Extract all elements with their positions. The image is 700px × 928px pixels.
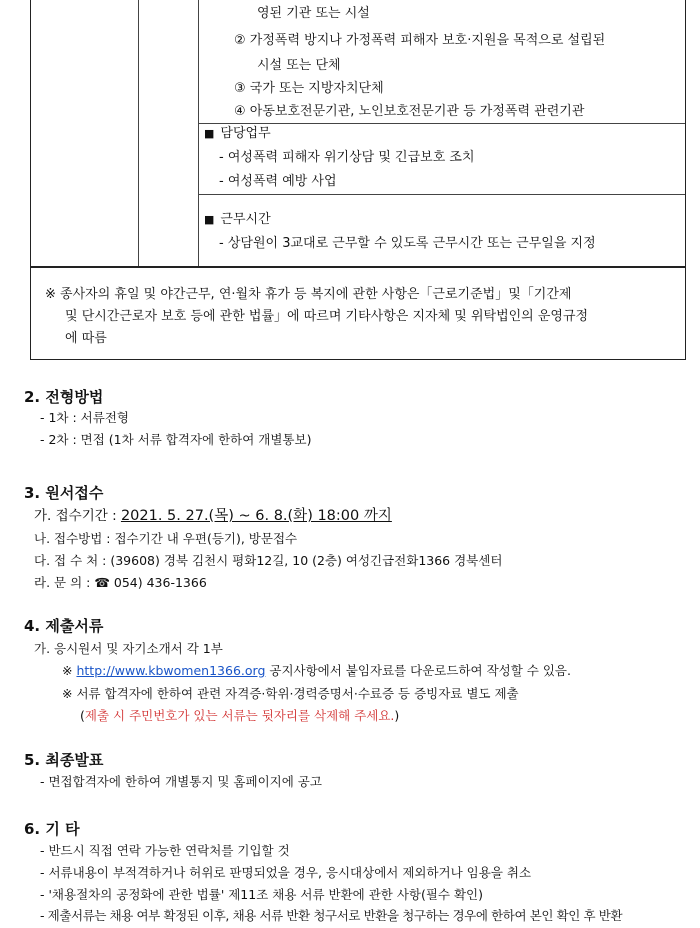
facility-line: ④ 아동보호전문기관, 노인보호전문기관 등 가정폭력 관련기관 (234, 104, 585, 119)
homepage-link[interactable]: http://www.kbwomen1366.org (76, 663, 266, 678)
s2-item: - 1차 : 서류전형 (40, 410, 129, 425)
s6-item: - 서류내용이 부적격하거나 허위로 판명되었을 경우, 응시대상에서 제외하거나 임용을 취소 (40, 865, 532, 880)
s3-phone-label: 라. 문 의 : (34, 575, 91, 590)
s4-note-1-text: 공지사항에서 붙임자료를 다운로드하여 작성할 수 있음. (269, 663, 571, 678)
facility-line: 시설 또는 단체 (257, 58, 341, 73)
s3-phone-number: 054) 436-1366 (113, 575, 207, 590)
table-note-divider (31, 266, 685, 268)
hours-item: - 상담원이 3교대로 근무할 수 있도록 근무시간 또는 근무일을 지정 (219, 236, 596, 251)
s4-note-2: ※ 서류 합격자에 한하여 관련 자격증·학위·경력증명서·수료증 등 증빙자료 별도 제출 (62, 686, 519, 701)
s4-item: 가. 응시원서 및 자기소개서 각 1부 (34, 641, 223, 656)
s3-period-label: 가. 접수기간 : (34, 508, 117, 524)
phone-icon: ☎ (94, 575, 110, 590)
s4-note-3 (80, 707, 399, 725)
facility-line: ② 가정폭력 방지나 가정폭력 피해자 보호·지원을 목적으로 설립된 (234, 33, 606, 48)
section-4-title: 4. 제출서류 (24, 617, 104, 635)
s4-warning-text: 제출 시 주민번호가 있는 서류는 뒷자리를 삭제해 주세요. (84, 708, 395, 723)
s3-address: 다. 접 수 처 : (39608) 경북 김천시 평화12길, 10 (2층) 여성긴급전화1366 경북센터 (34, 553, 503, 568)
s3-phone (34, 574, 207, 592)
facility-line: 영된 기관 또는 시설 (257, 6, 370, 21)
square-bullet-icon: ■ (204, 127, 215, 140)
section-3-title: 3. 원서접수 (24, 484, 104, 502)
job-table (30, 0, 686, 360)
section-5-title: 5. 최종발표 (24, 751, 104, 769)
table-note-line: 에 따름 (65, 331, 107, 346)
table-row-divider-1 (198, 123, 685, 124)
hours-heading: ■ 근무시간 (204, 212, 271, 227)
s6-item: - 제출서류는 채용 여부 확정된 이후, 채용 서류 반환 청구서로 반환을 청구하는 경우에 한하여 본인 확인 후 반환 (40, 908, 623, 923)
paren-close: ) (394, 708, 400, 723)
s5-item: - 면접합격자에 한하여 개별통지 및 홈페이지에 공고 (40, 774, 322, 789)
s6-item: - '채용절차의 공정화에 관한 법률' 제11조 채용 서류 반환에 관한 사항(필수 확인) (40, 887, 484, 902)
s2-item: - 2차 : 면접 (1차 서류 합격자에 한하여 개별통보) (40, 432, 312, 447)
table-col-divider-1 (138, 0, 139, 266)
s6-item: - 반드시 직접 연락 가능한 연락처를 기입할 것 (40, 843, 290, 858)
s3-period-value: 2021. 5. 27.(목) ~ 6. 8.(화) 18:00 까지 (120, 508, 392, 524)
paren-open: ( (80, 708, 85, 723)
section-6-title: 6. 기 타 (24, 820, 80, 838)
s3-method: 나. 접수방법 : 접수기간 내 우편(등기), 방문접수 (34, 531, 298, 546)
duty-item: - 여성폭력 예방 사업 (219, 174, 337, 189)
s3-period (34, 507, 392, 525)
duties-heading: ■ 담당업무 (204, 126, 271, 141)
note-mark: ※ (62, 663, 73, 678)
duty-item: - 여성폭력 피해자 위기상담 및 긴급보호 조치 (219, 150, 475, 165)
table-row-divider-2 (198, 194, 685, 195)
facility-line: ③ 국가 또는 지방자치단체 (234, 81, 384, 96)
square-bullet-icon: ■ (204, 213, 215, 226)
s4-note-1 (62, 662, 571, 680)
section-2-title: 2. 전형방법 (24, 388, 104, 406)
table-col-divider-2 (198, 0, 199, 266)
table-note-line: 및 단시간근로자 보호 등에 관한 법률」에 따르며 기타사항은 지자체 및 위탁법인의 운영규정 (65, 309, 589, 324)
table-note-line: ※ 종사자의 휴일 및 야간근무, 연·월차 휴가 등 복지에 관한 사항은「근로기준법」및「기간제 (45, 287, 572, 302)
